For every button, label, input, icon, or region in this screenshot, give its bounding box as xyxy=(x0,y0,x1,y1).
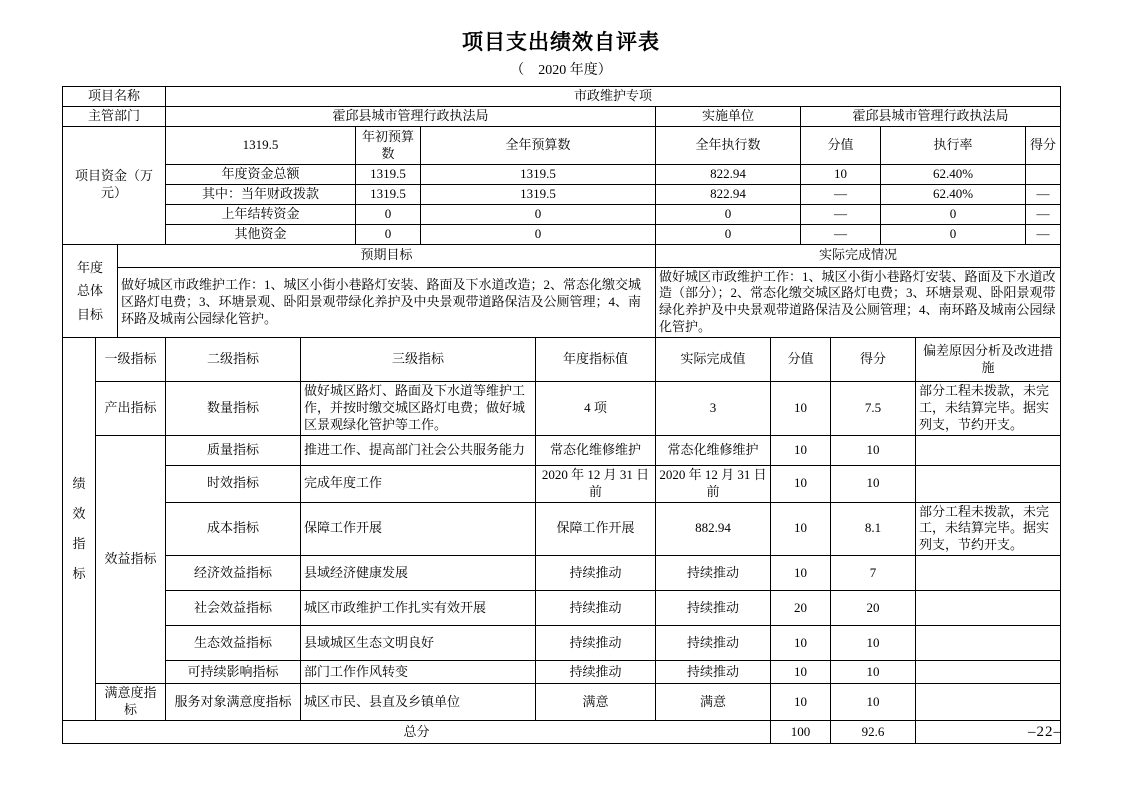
level1-satisfaction: 满意度指标 xyxy=(96,684,166,721)
fund-row-score: — xyxy=(1026,184,1061,204)
fund-row-score: — xyxy=(1026,204,1061,224)
ind-level2: 社会效益指标 xyxy=(166,591,301,626)
ind-score-value: 10 xyxy=(771,626,831,661)
fund-row-score-value: — xyxy=(801,204,881,224)
funds-header-annual: 全年预算数 xyxy=(421,127,656,165)
ind-level3: 城区市政维护工作扎实有效开展 xyxy=(301,591,536,626)
fund-row-name: 上年结转资金 xyxy=(166,204,356,224)
fund-row-name: 年度资金总额 xyxy=(166,165,356,185)
fund-row-rate: 62.40% xyxy=(881,165,1026,185)
indicator-row-sustainable xyxy=(63,661,1061,684)
ind-deviation xyxy=(916,435,1061,465)
ind-level3: 保障工作开展 xyxy=(301,502,536,556)
indicator-row-timeliness xyxy=(63,465,1061,502)
ind-level2: 经济效益指标 xyxy=(166,556,301,591)
ind-header-level1: 一级指标 xyxy=(96,338,166,382)
ind-score-value: 10 xyxy=(771,556,831,591)
indicator-row-cost xyxy=(63,502,1061,556)
row-total xyxy=(63,721,1061,744)
ind-score: 20 xyxy=(831,591,916,626)
goal-actual-text: 做好城区市政维护工作：1、城区小街小巷路灯安装、路面及下水道改造（部分）；2、常态化缴交城区路灯电费；3、环塘景观、卧阳景观带绿化养护及中央景观带道路保洁及公厕管理；4、南环路及城南公园绿化管护。 xyxy=(656,267,1061,338)
fund-row-score xyxy=(1026,165,1061,185)
ind-level3: 完成年度工作 xyxy=(301,465,536,502)
ind-target: 持续推动 xyxy=(536,591,656,626)
ind-deviation xyxy=(916,591,1061,626)
ind-header-level2: 二级指标 xyxy=(166,338,301,382)
ind-target: 2020 年 12 月 31 日前 xyxy=(536,465,656,502)
funds-header-rate: 执行率 xyxy=(881,127,1026,165)
ind-deviation: 部分工程未拨款，未完工，未结算完毕。据实列支，节约开支。 xyxy=(916,502,1061,556)
ind-target: 持续推动 xyxy=(536,626,656,661)
ind-target: 常态化维修维护 xyxy=(536,435,656,465)
funds-header-score-value: 分值 xyxy=(801,127,881,165)
row-indicators-header xyxy=(63,338,1061,382)
indicator-row-satisfaction xyxy=(63,684,1061,721)
ind-header-deviation: 偏差原因分析及改进措施 xyxy=(916,338,1061,382)
ind-level3: 推进工作、提高部门社会公共服务能力 xyxy=(301,435,536,465)
ind-target: 满意 xyxy=(536,684,656,721)
fund-row-score-value: — xyxy=(801,184,881,204)
ind-score-value: 20 xyxy=(771,591,831,626)
goal-expected-text: 做好城区市政维护工作：1、城区小街小巷路灯安装、路面及下水道改造；2、常态化缴交城区路灯电费；3、环塘景观、卧阳景观带绿化养护及中央景观带道路保洁及公厕管理；4、南环路及城南公园绿化管护。 xyxy=(118,267,656,338)
indicators-label-text: 绩效指标 xyxy=(72,476,86,581)
fund-row-executed: 0 xyxy=(656,224,801,244)
ind-score-value: 10 xyxy=(771,435,831,465)
ind-actual: 持续推动 xyxy=(656,661,771,684)
total-label: 总分 xyxy=(63,721,771,744)
ind-level2: 生态效益指标 xyxy=(166,626,301,661)
fund-row-annual: 1319.5 xyxy=(421,165,656,185)
ind-header-actual: 实际完成值 xyxy=(656,338,771,382)
funds-header-executed: 全年执行数 xyxy=(656,127,801,165)
ind-score: 10 xyxy=(831,626,916,661)
dept-value: 霍邱县城市管理行政执法局 xyxy=(166,107,656,127)
funds-label: 项目资金（万元） xyxy=(63,127,166,245)
ind-level3: 部门工作作风转变 xyxy=(301,661,536,684)
fund-row-rate: 0 xyxy=(881,224,1026,244)
ind-score: 8.1 xyxy=(831,502,916,556)
fund-row-initial: 1319.5 xyxy=(356,184,421,204)
row-goal-content xyxy=(63,267,1061,338)
ind-deviation xyxy=(916,556,1061,591)
fund-row-score: — xyxy=(1026,224,1061,244)
ind-score-value: 10 xyxy=(771,684,831,721)
ind-deviation xyxy=(916,465,1061,502)
row-project-name xyxy=(63,87,1061,107)
ind-actual: 持续推动 xyxy=(656,626,771,661)
row-departments xyxy=(63,107,1061,127)
ind-score: 7.5 xyxy=(831,382,916,436)
fund-row-annual: 0 xyxy=(421,204,656,224)
fund-row-score-value: 10 xyxy=(801,165,881,185)
ind-deviation xyxy=(916,661,1061,684)
fund-row-initial: 1319.5 xyxy=(356,165,421,185)
project-name-value: 市政维护专项 xyxy=(166,87,1061,107)
indicator-row-quantity xyxy=(63,382,1061,436)
fund-row-executed: 822.94 xyxy=(656,184,801,204)
row-funds-header xyxy=(63,127,1061,165)
page-number: –22– xyxy=(1028,724,1062,740)
fund-row-total-annual xyxy=(63,165,1061,185)
ind-score-value: 10 xyxy=(771,382,831,436)
ind-score-value: 10 xyxy=(771,661,831,684)
ind-level2: 时效指标 xyxy=(166,465,301,502)
impl-label: 实施单位 xyxy=(656,107,801,127)
project-name-label: 项目名称 xyxy=(63,87,166,107)
ind-deviation xyxy=(916,626,1061,661)
fund-row-name: 其中：当年财政拨款 xyxy=(166,184,356,204)
ind-deviation xyxy=(916,684,1061,721)
funds-header-score: 得分 xyxy=(1026,127,1061,165)
ind-score: 10 xyxy=(831,684,916,721)
fund-row-rate: 62.40% xyxy=(881,184,1026,204)
self-evaluation-table xyxy=(62,86,1061,744)
ind-target: 持续推动 xyxy=(536,556,656,591)
level1-benefit: 效益指标 xyxy=(96,435,166,683)
fund-row-other xyxy=(63,224,1061,244)
document-subtitle: （ 2020 年度） xyxy=(510,63,612,78)
fund-row-fiscal xyxy=(63,184,1061,204)
indicators-label xyxy=(63,338,96,721)
ind-actual: 3 xyxy=(656,382,771,436)
ind-score: 7 xyxy=(831,556,916,591)
fund-row-annual: 1319.5 xyxy=(421,184,656,204)
ind-header-level3: 三级指标 xyxy=(301,338,536,382)
fund-row-executed: 0 xyxy=(656,204,801,224)
ind-target: 保障工作开展 xyxy=(536,502,656,556)
funds-total: 1319.5 xyxy=(166,127,356,165)
fund-row-name: 其他资金 xyxy=(166,224,356,244)
impl-value: 霍邱县城市管理行政执法局 xyxy=(801,107,1061,127)
ind-score: 10 xyxy=(831,661,916,684)
ind-actual: 2020 年 12 月 31 日前 xyxy=(656,465,771,502)
ind-actual: 满意 xyxy=(656,684,771,721)
row-goal-header xyxy=(63,244,1061,267)
dept-label: 主管部门 xyxy=(63,107,166,127)
ind-level2: 数量指标 xyxy=(166,382,301,436)
ind-level3: 做好城区路灯、路面及下水道等维护工作，并按时缴交城区路灯电费；做好城区景观绿化管护等工作。 xyxy=(301,382,536,436)
funds-header-initial: 年初预算数 xyxy=(356,127,421,165)
ind-score: 10 xyxy=(831,465,916,502)
indicator-row-social xyxy=(63,591,1061,626)
fund-row-rate: 0 xyxy=(881,204,1026,224)
fund-row-initial: 0 xyxy=(356,224,421,244)
document-title: 项目支出绩效自评表 xyxy=(462,30,660,54)
ind-level3: 县域城区生态文明良好 xyxy=(301,626,536,661)
total-score-value: 100 xyxy=(771,721,831,744)
ind-score: 10 xyxy=(831,435,916,465)
total-score: 92.6 xyxy=(831,721,916,744)
ind-level2: 服务对象满意度指标 xyxy=(166,684,301,721)
indicator-row-quality xyxy=(63,435,1061,465)
ind-score-value: 10 xyxy=(771,465,831,502)
indicator-row-economic xyxy=(63,556,1061,591)
ind-level3: 城区市民、县直及乡镇单位 xyxy=(301,684,536,721)
fund-row-score-value: — xyxy=(801,224,881,244)
level1-output: 产出指标 xyxy=(96,382,166,436)
ind-actual: 常态化维修维护 xyxy=(656,435,771,465)
fund-row-carryover xyxy=(63,204,1061,224)
ind-level2: 成本指标 xyxy=(166,502,301,556)
fund-row-initial: 0 xyxy=(356,204,421,224)
ind-actual: 持续推动 xyxy=(656,591,771,626)
goal-label xyxy=(63,244,118,338)
fund-row-annual: 0 xyxy=(421,224,656,244)
indicator-row-ecological xyxy=(63,626,1061,661)
ind-target: 持续推动 xyxy=(536,661,656,684)
fund-row-executed: 822.94 xyxy=(656,165,801,185)
goal-actual-header: 实际完成情况 xyxy=(656,244,1061,267)
goal-expected-header: 预期目标 xyxy=(118,244,656,267)
ind-level2: 可持续影响指标 xyxy=(166,661,301,684)
ind-header-score: 得分 xyxy=(831,338,916,382)
ind-actual: 持续推动 xyxy=(656,556,771,591)
ind-header-score-value: 分值 xyxy=(771,338,831,382)
ind-deviation: 部分工程未拨款，未完工，未结算完毕。据实列支，节约开支。 xyxy=(916,382,1061,436)
ind-target: 4 项 xyxy=(536,382,656,436)
goal-label-text: 年度总体目标 xyxy=(76,259,103,322)
ind-level3: 县域经济健康发展 xyxy=(301,556,536,591)
ind-score-value: 10 xyxy=(771,502,831,556)
ind-header-target: 年度指标值 xyxy=(536,338,656,382)
ind-actual: 882.94 xyxy=(656,502,771,556)
ind-level2: 质量指标 xyxy=(166,435,301,465)
